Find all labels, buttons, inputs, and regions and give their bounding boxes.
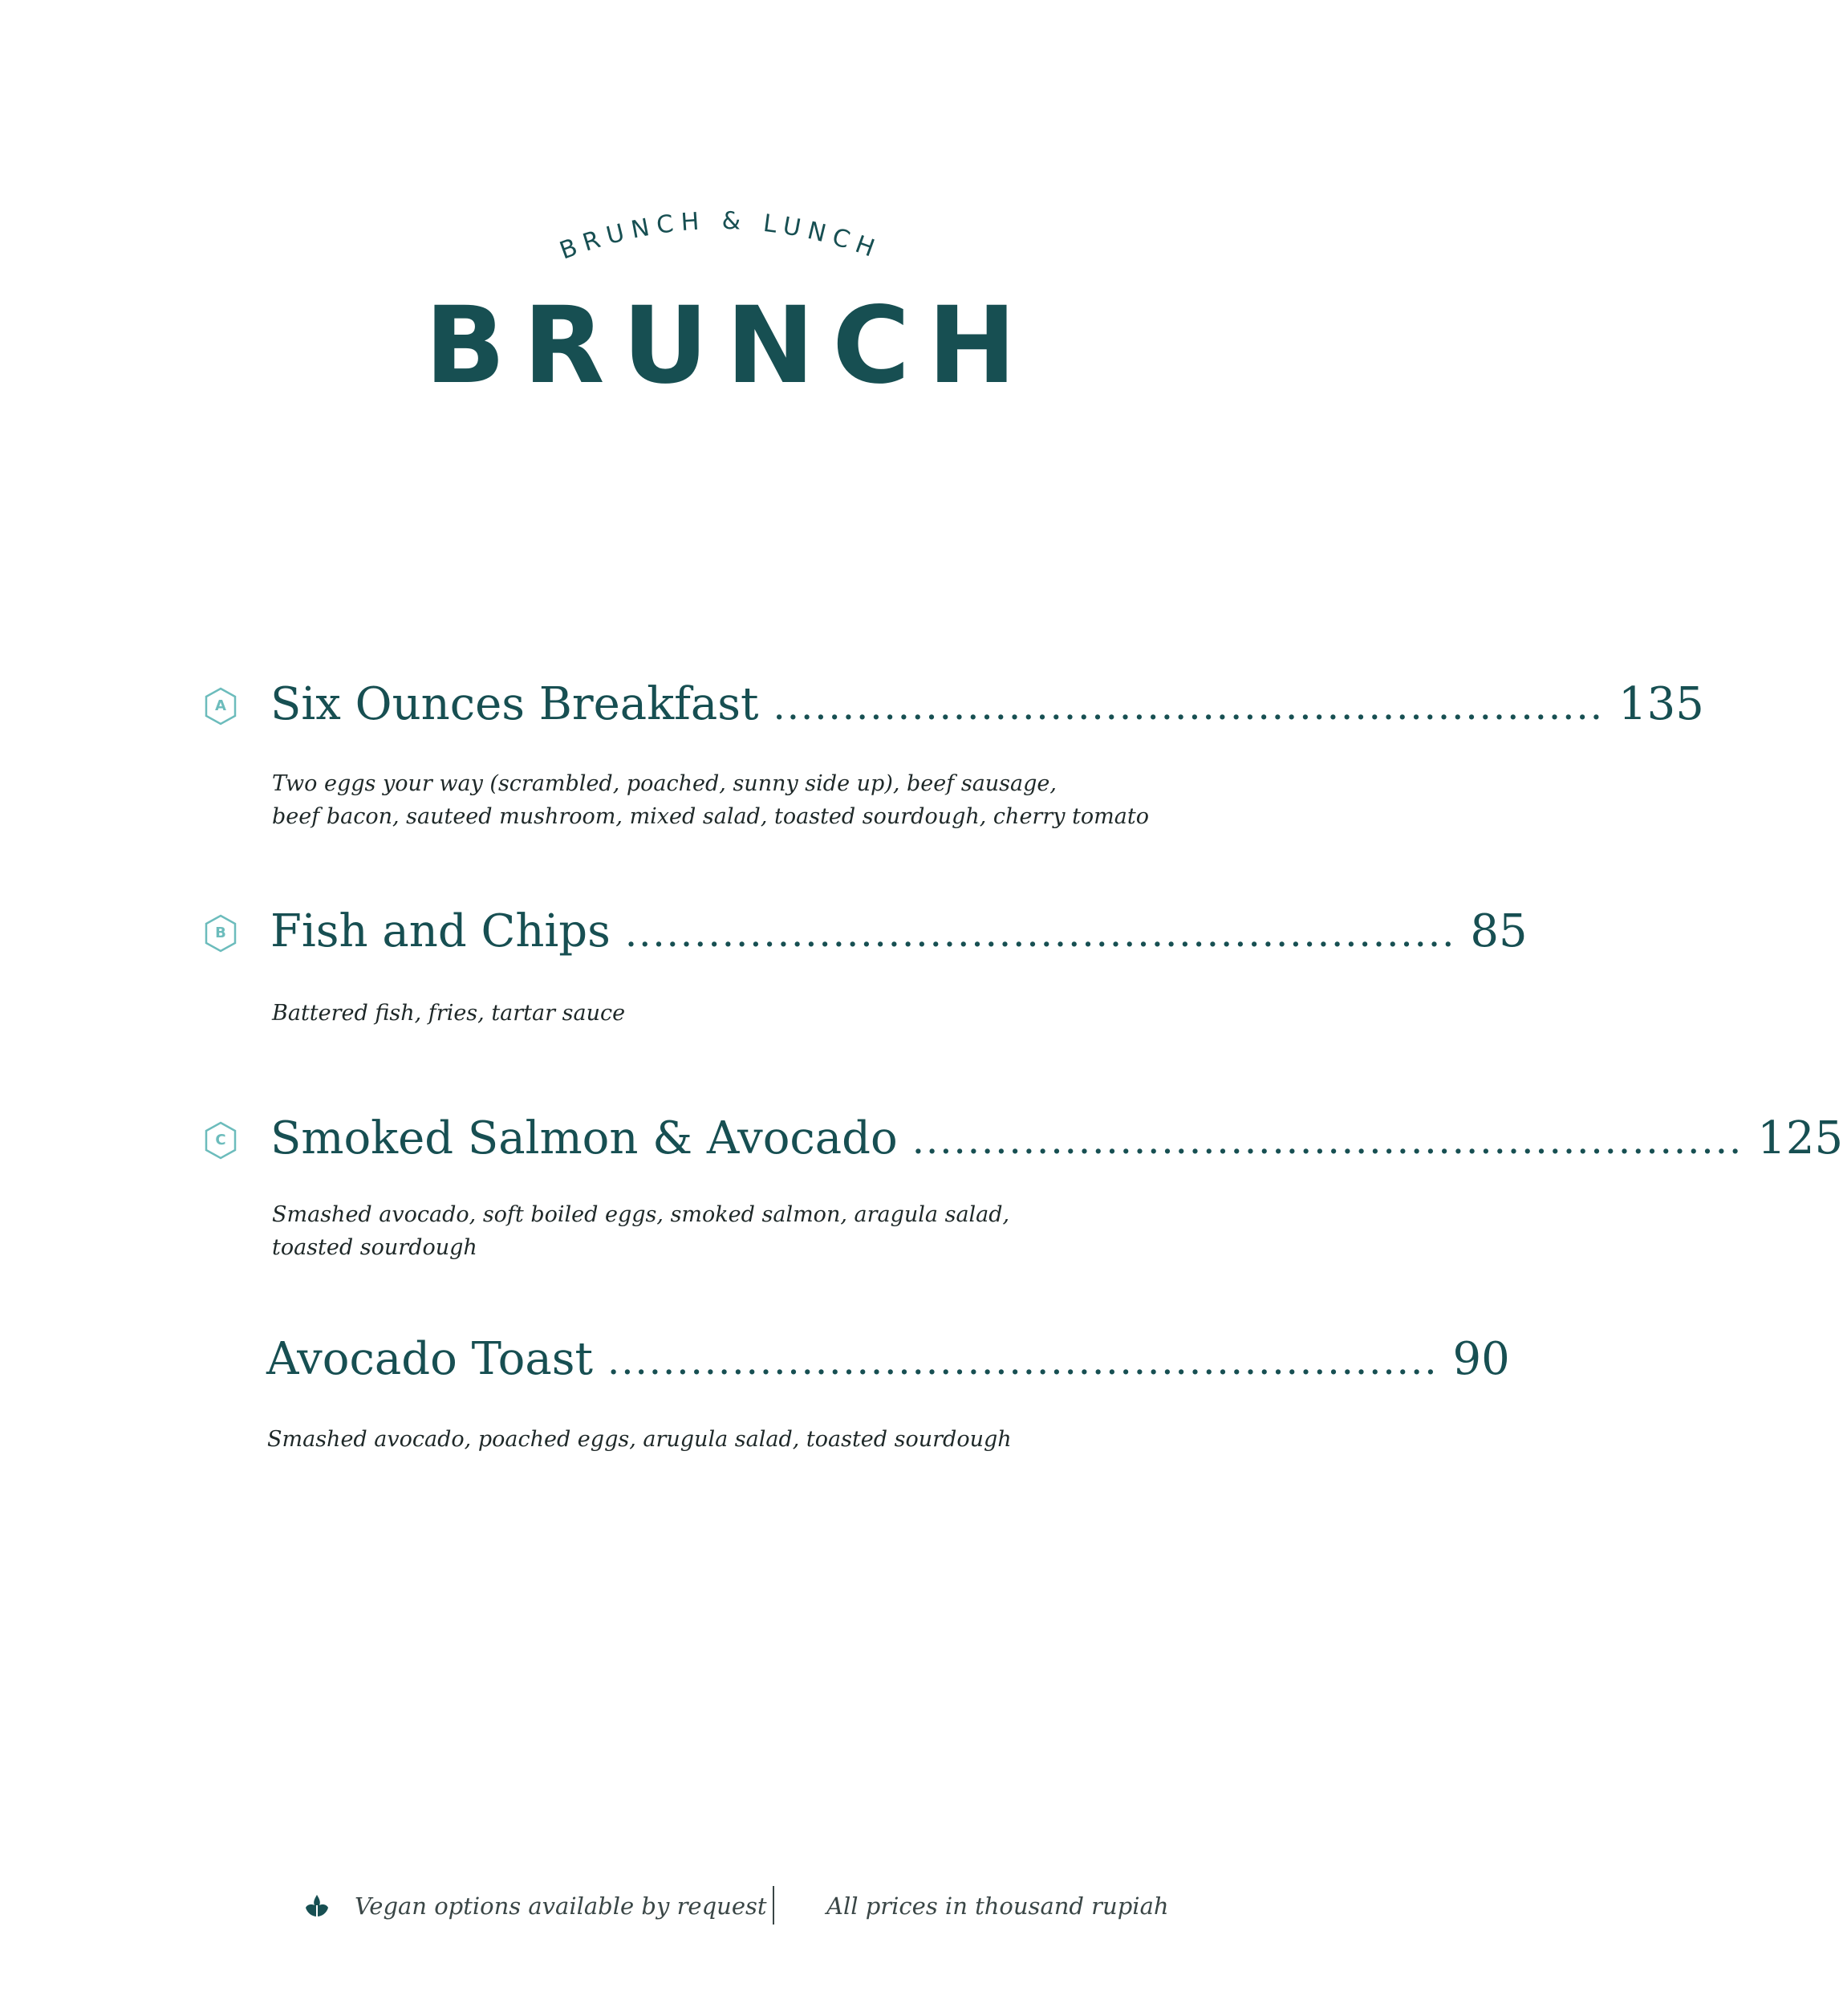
footer: [0, 1886, 1441, 1934]
menu-item-description: Smashed avocado, soft boiled eggs, smoked salmon, aragula salad, toasted sourdough: [272, 1202, 1010, 1260]
header-subtitle: BRUNCH & LUNCH: [556, 206, 885, 266]
leader-dots: ............................................................: [773, 684, 1604, 729]
menu-item-title-row: [270, 678, 1704, 730]
menu-item-price: 90: [1452, 1333, 1510, 1385]
menu-item-name: Smoked Salmon & Avocado: [270, 1112, 898, 1164]
menu-item-title-row: [270, 905, 1528, 957]
vegan-note-text: Vegan options available by request: [355, 1892, 767, 1920]
footer-divider: [773, 1886, 774, 1925]
leader-dots: ............................................................: [911, 1118, 1744, 1163]
badge-a-icon: A: [203, 686, 238, 726]
menu-item-title-row: [266, 1333, 1510, 1385]
leader-dots: ............................................................: [624, 911, 1456, 956]
header-subtitle-arc: [0, 181, 1441, 269]
menu-item-name: Six Ounces Breakfast: [270, 678, 759, 730]
menu-item-price: 135: [1618, 678, 1704, 730]
menu-item-description: Two eggs your way (scrambled, poached, sunny side up), beef sausage, beef bacon, sauteed mushroom, mixed salad, toasted sourdough, cherry tomato: [272, 771, 1149, 829]
menu-item-name: Fish and Chips: [270, 905, 611, 957]
vegan-leaf-icon: [303, 1892, 331, 1920]
page-title: BRUNCH: [424, 284, 1034, 408]
menu-item-price: 125: [1757, 1112, 1843, 1164]
menu-item-description: Battered fish, fries, tartar sauce: [272, 1001, 626, 1026]
footer-vegan-note: [303, 1892, 767, 1920]
menu-item-title-row: [270, 1112, 1843, 1164]
badge-c-icon: C: [203, 1120, 238, 1160]
footer-price-note: All prices in thousand rupiah: [826, 1892, 1169, 1920]
menu-item-price: 85: [1470, 905, 1528, 957]
menu-item-description: Smashed avocado, poached eggs, arugula salad, toasted sourdough: [267, 1427, 1012, 1452]
badge-b-icon: B: [203, 913, 238, 953]
leader-dots: ............................................................: [607, 1339, 1439, 1384]
menu-item-name: Avocado Toast: [266, 1333, 593, 1385]
